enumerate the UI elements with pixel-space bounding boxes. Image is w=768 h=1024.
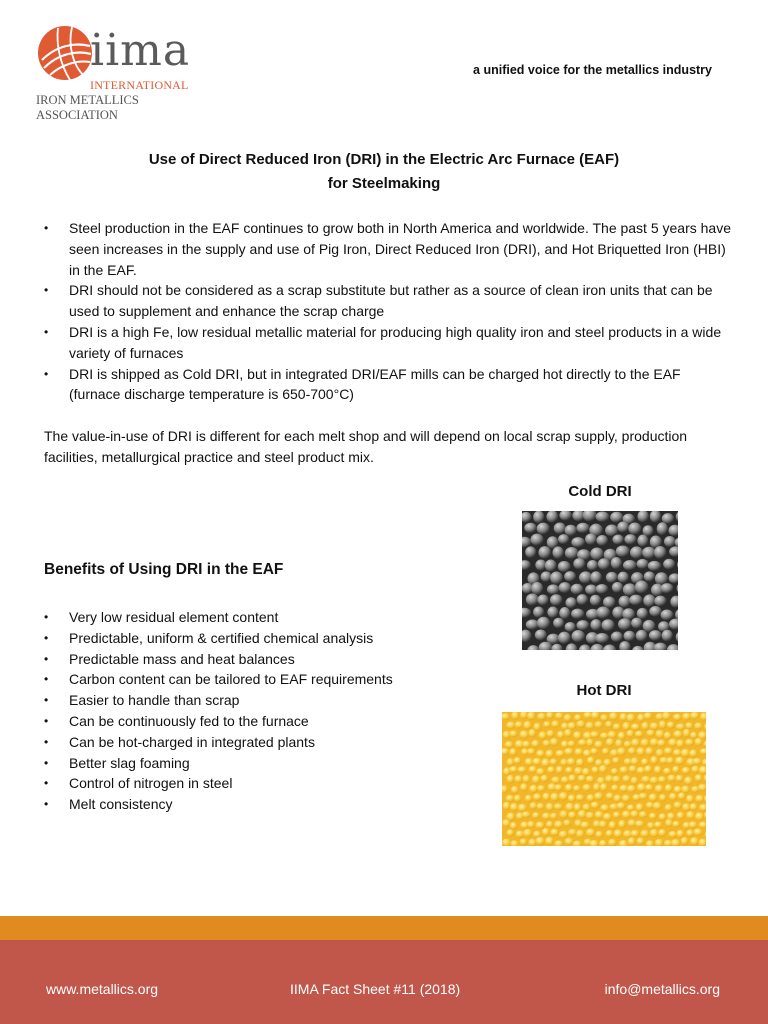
benefit-item: • Easier to handle than scrap — [44, 690, 484, 711]
hot-dri-caption: Hot DRI — [576, 682, 632, 699]
benefit-item: • Carbon content can be tailored to EAF requirements — [44, 669, 484, 690]
benefit-item: • Predictable, uniform & certified chemical analysis — [44, 628, 484, 649]
fact-sheet-label: IIMA Fact Sheet #11 (2018) — [290, 981, 461, 997]
globe-logo-icon — [36, 24, 94, 82]
email-link[interactable]: info@metallics.org — [604, 981, 720, 997]
benefit-item: • Control of nitrogen in steel — [44, 773, 484, 794]
intro-bullet: • DRI should not be considered as a scrap substitute but rather as a source of clean iron units that can be used to supplement and enhance the scrap charge — [44, 280, 734, 322]
benefit-item: • Very low residual element content — [44, 607, 484, 628]
title-line-1: Use of Direct Reduced Iron (DRI) in the Electric Arc Furnace (EAF) — [148, 151, 620, 168]
intro-bullet: • DRI is shipped as Cold DRI, but in integrated DRI/EAF mills can be charged hot directly to the EAF (furnace discharge temperature is 650-700°C) — [44, 364, 734, 406]
iima-logo — [34, 20, 214, 122]
website-link[interactable]: www.metallics.org — [46, 981, 159, 997]
intro-bullet: • Steel production in the EAF continues to grow both in North America and worldwide. The past 5 years have seen increases in the supply and use of Pig Iron, Direct Reduced Iron (DRI), and Hot Briquetted Iron (HBI) in the EAF. — [44, 218, 734, 280]
logo-wordmark: iima — [90, 25, 191, 76]
logo-association: IRON METALLICS ASSOCIATION — [36, 93, 139, 122]
cold-dri-photo — [522, 511, 678, 650]
intro-bullet: • DRI is a high Fe, low residual metallic material for producing high quality iron and steel products in a wide variety of furnaces — [44, 322, 734, 364]
value-in-use-paragraph: The value-in-use of DRI is different for each melt shop and will depend on local scrap supply, production facilities, metallurgical practice and steel product mix. — [44, 428, 688, 465]
benefit-item: • Better slag foaming — [44, 753, 484, 774]
benefits-list — [44, 607, 484, 815]
logo-international: INTERNATIONAL — [90, 78, 189, 92]
benefit-item: • Can be hot-charged in integrated plants — [44, 732, 484, 753]
intro-bullet-list — [44, 218, 734, 405]
tagline: a unified voice for the metallics industry — [473, 63, 712, 77]
hot-dri-photo — [502, 712, 706, 846]
benefit-item: • Predictable mass and heat balances — [44, 649, 484, 670]
cold-dri-caption: Cold DRI — [568, 483, 632, 500]
title-line-2: for Steelmaking — [327, 175, 441, 192]
page-title — [40, 148, 728, 196]
benefit-item: • Can be continuously fed to the furnace — [44, 711, 484, 732]
benefit-item: • Melt consistency — [44, 794, 484, 815]
footer-orange-band — [0, 916, 768, 940]
benefits-heading: Benefits of Using DRI in the EAF — [44, 561, 284, 578]
